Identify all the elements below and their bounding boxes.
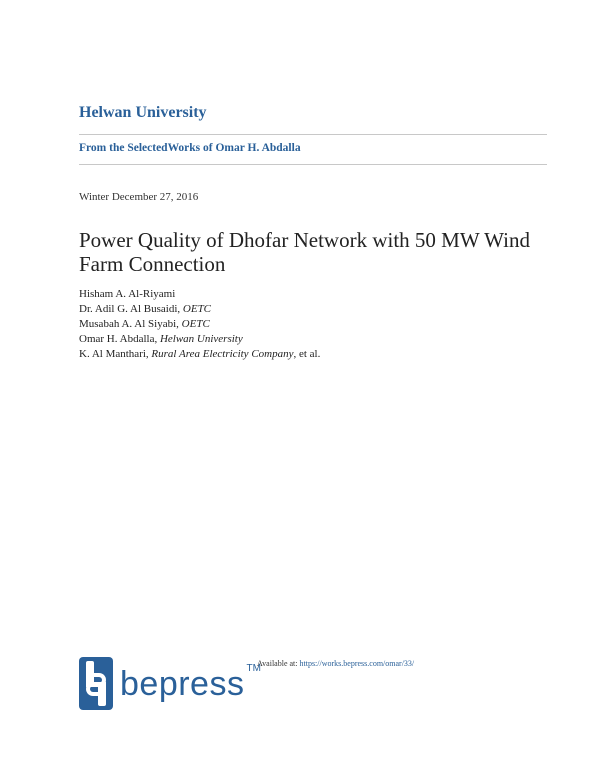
author-affiliation: Rural Area Electricity Company [151,348,294,360]
paper-title: Power Quality of Dhofar Network with 50 MW Wind Farm Connection [79,228,530,276]
bepress-wordmark: bepress [120,664,245,703]
availability-note [257,659,414,668]
author-affiliation: OETC [182,303,212,315]
bepress-mark-icon [79,657,113,710]
author-name: Musabah A. Al Siyabi [79,318,177,330]
publication-date: Winter December 27, 2016 [79,191,199,203]
available-label: Available at: [257,659,298,668]
institution-name[interactable]: Helwan University [79,104,207,121]
author-list [79,287,320,362]
author-entry: Omar H. Abdalla, Helwan University [79,333,243,345]
author-affiliation: OETC [181,318,210,330]
divider-top [79,134,547,135]
author-entry: Dr. Adil G. Al Busaidi, OETC [79,303,212,315]
author-name: Dr. Adil G. Al Busaidi [79,303,178,315]
bepress-logo[interactable] [79,657,261,710]
author-entry: Musabah A. Al Siyabi, OETC [79,318,210,330]
author-entry [79,287,320,302]
trademark-symbol: TM [246,663,261,674]
available-url-link[interactable]: https://works.bepress.com/omar/33/ [299,659,415,668]
author-suffix: , et al. [293,348,321,360]
author-name: K. Al Manthari [79,348,146,360]
divider-bottom [79,164,547,165]
author-name: Omar H. Abdalla [79,333,155,345]
author-affiliation: Helwan University [159,333,243,345]
author-name: Hisham A. Al-Riyami [79,288,176,300]
author-entry: K. Al Manthari, Rural Area Electricity Company, et al. [79,348,321,360]
collection-link[interactable]: From the SelectedWorks of Omar H. Abdalla [79,142,301,154]
